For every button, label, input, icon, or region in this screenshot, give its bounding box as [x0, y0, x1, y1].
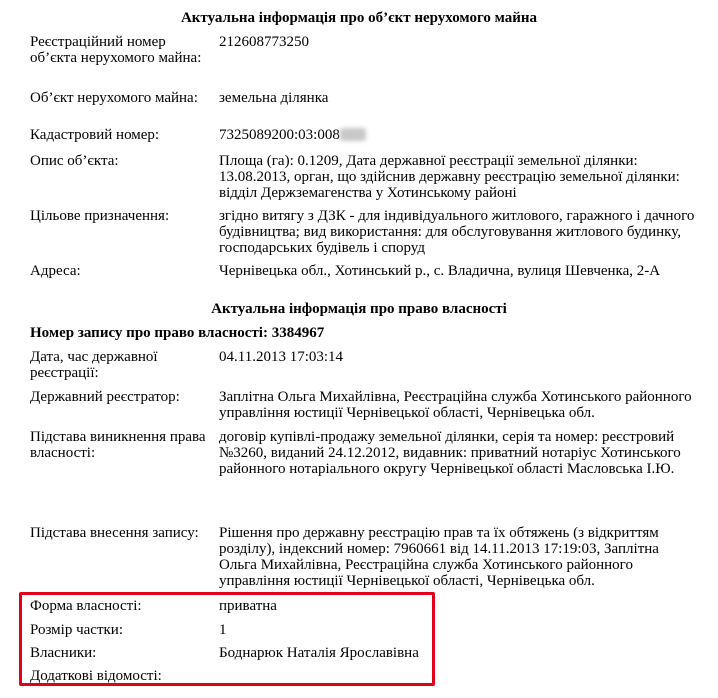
property-section-title: Актуальна інформація про об’єкт нерухомого майна	[180, 10, 538, 26]
property-object-value: земельна ділянка	[219, 90, 329, 106]
registration-date-value: 04.11.2013 17:03:14	[219, 349, 344, 365]
cadastral-number-value-wrap	[219, 127, 699, 143]
address-label: Адреса:	[30, 263, 81, 279]
ownership-basis-value: договір купівлі-продажу земельної ділянки, серія та номер: реєстровий №3260, виданий 24.12.2012, видавник: приватний нотаріус Хотинського районного нотаріального округу Чернівецької області Масловська І.Ю.	[219, 429, 681, 477]
share-size-label: Розмір частки:	[30, 622, 123, 638]
designated-purpose-label: Цільове призначення:	[30, 208, 170, 224]
object-description-value: Площа (га): 0.1209, Дата державної реєстрації земельної ділянки: 13.08.2013, орган, що здійснив державну реєстрацію земельної ділянки: відділ Держземагенства у Хотинському районі	[219, 153, 680, 201]
share-size-value: 1	[219, 622, 227, 638]
highlight-annotation-box	[19, 592, 435, 686]
property-object-label: Об’єкт нерухомого майна:	[30, 90, 198, 106]
cadastral-number-value: 7325089200:03:008	[219, 127, 340, 143]
ownership-section-title: Актуальна інформація про право власності	[211, 301, 507, 317]
cadastral-number-label: Кадастровий номер:	[30, 127, 160, 143]
entry-basis-value: Рішення про державну реєстрацію прав та їх обтяжень (з відкриттям розділу), індексний номер: 7960661 від 14.11.2013 17:19:03, Заплітна Ольга Михайлівна, Реєстраційна служба Хотинського районного управління юстиції Чернівецької області, Чернівецька обл.	[219, 525, 659, 589]
state-registrar-value: Заплітна Ольга Михайлівна, Реєстраційна служба Хотинського районного управління юстиції Чернівецької області, Чернівецька обл.	[219, 389, 692, 421]
registration-number-label: Реєстраційний номер об’єкта нерухомого майна:	[30, 34, 202, 66]
state-registrar-label: Державний реєстратор:	[30, 389, 180, 405]
redaction-blur	[340, 128, 366, 141]
additional-info-label: Додаткові відомості:	[30, 668, 162, 684]
owners-label: Власники:	[30, 645, 97, 661]
registration-number-value: 212608773250	[219, 34, 309, 50]
object-description-label: Опис об’єкта:	[30, 153, 119, 169]
registration-date-label: Дата, час державної реєстрації:	[30, 349, 158, 381]
entry-basis-label: Підстава внесення запису:	[30, 525, 199, 541]
owners-value: Боднарюк Наталія Ярославівна	[219, 645, 419, 661]
address-value: Чернівецька обл., Хотинський р., с. Владична, вулиця Шевченка, 2-А	[219, 263, 661, 279]
ownership-record-title: Номер запису про право власності: 3384967	[30, 325, 325, 341]
ownership-basis-label: Підстава виникнення права власності:	[30, 429, 206, 461]
ownership-form-label: Форма власності:	[30, 598, 142, 614]
ownership-form-value: приватна	[219, 598, 277, 614]
designated-purpose-value: згідно витягу з ДЗК - для індивідуального житлового, гаражного і дачного будівництва; вид використання: для обслуговування житлового будинку, господарських будівель і споруд	[219, 208, 695, 256]
